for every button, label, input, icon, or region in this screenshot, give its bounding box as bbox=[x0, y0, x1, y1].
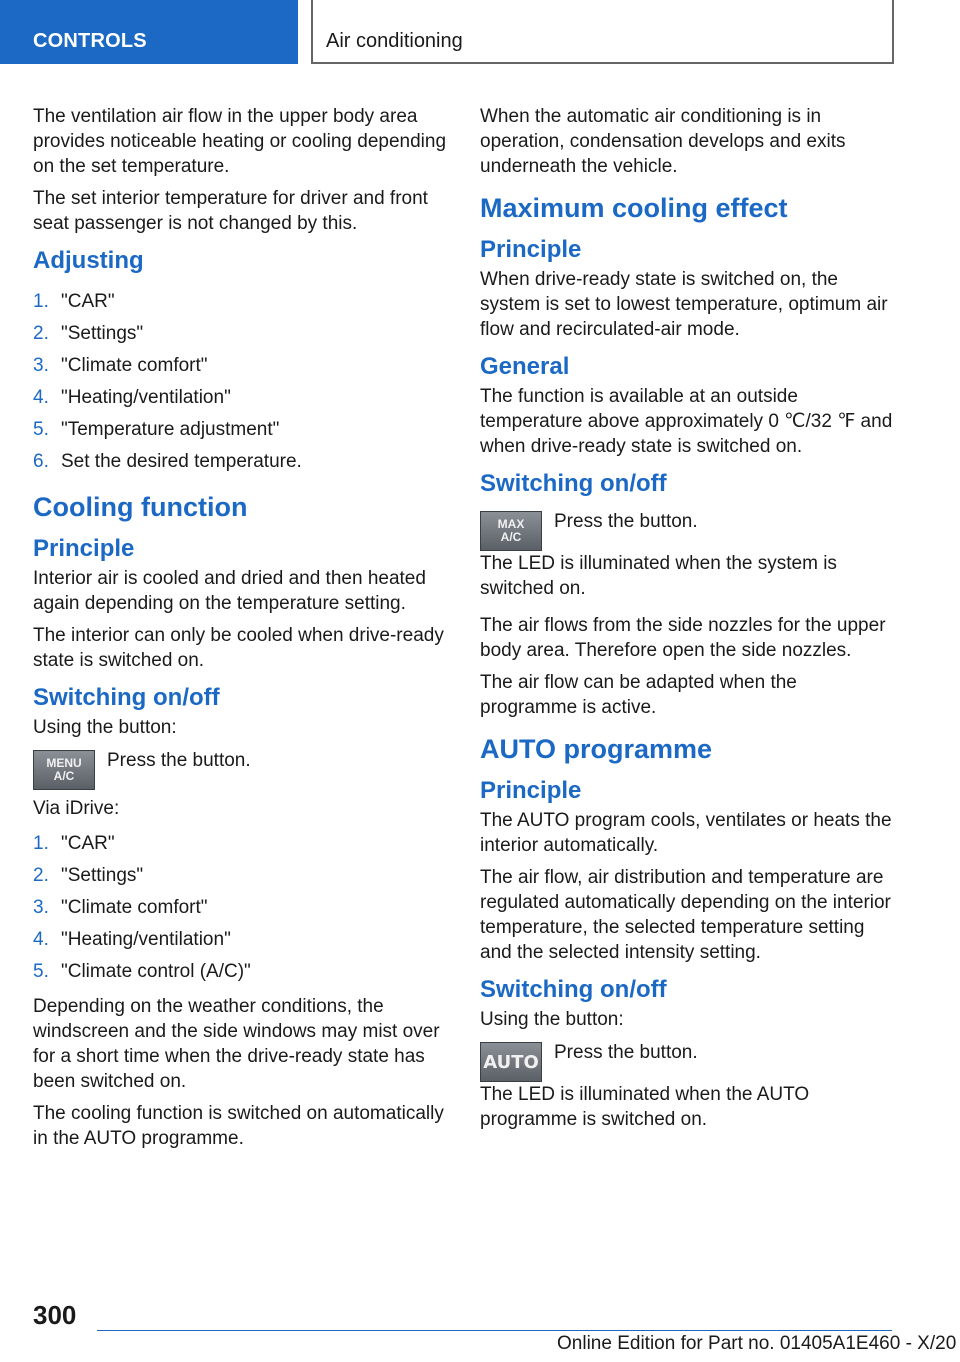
list-item: 1. "CAR" bbox=[33, 833, 115, 854]
principle-paragraph: The interior can only be cooled when drive-ready state is switched on. bbox=[33, 625, 444, 671]
list-item: 5. "Climate control (A/C)" bbox=[33, 961, 251, 982]
list-item: 4. "Heating/ventilation" bbox=[33, 929, 231, 950]
adjusting-heading: Adjusting bbox=[33, 247, 144, 274]
auto-principle-paragraph: The AUTO program cools, ventilates or heats the interior automatically. bbox=[480, 810, 892, 856]
airflow-paragraph: The air flow can be adapted when the programme is active. bbox=[480, 672, 797, 718]
condensation-paragraph: When the automatic air conditioning is in operation, condensation develops and exits underneath the vehicle. bbox=[480, 106, 846, 177]
chapter-title: Air conditioning bbox=[326, 30, 463, 52]
principle-paragraph: Interior air is cooled and dried and then heated again depending on the temperature setting. bbox=[33, 568, 426, 614]
auto-button-icon: AUTO bbox=[480, 1042, 542, 1082]
section-tab-label: CONTROLS bbox=[33, 30, 147, 52]
left-column bbox=[33, 104, 451, 1158]
using-button-text: Using the button: bbox=[480, 1009, 624, 1030]
intro-paragraph: The ventilation air flow in the upper body area provides noticeable heating or cooling depending on the set temperature. bbox=[33, 106, 447, 177]
section-tab bbox=[0, 0, 298, 64]
airflow-paragraph: The air flows from the side nozzles for the upper body area. Therefore open the side nozzles. bbox=[480, 615, 886, 661]
switching-heading: Switching on/off bbox=[480, 976, 667, 1003]
max-ac-instruction bbox=[480, 509, 898, 553]
list-item: 3. "Climate comfort" bbox=[33, 355, 208, 376]
general-paragraph: The function is available at an outside temperature above approximately 0 ℃/32 ℉ and when drive-ready state is switched on. bbox=[480, 386, 893, 457]
menu-ac-instruction bbox=[33, 748, 451, 792]
press-button-text: Press the button. bbox=[554, 1042, 698, 1063]
principle-heading: Principle bbox=[480, 777, 582, 804]
page-number: 300 bbox=[33, 1300, 77, 1330]
auto-instruction bbox=[480, 1040, 898, 1084]
using-button-text: Using the button: bbox=[33, 717, 177, 738]
principle-heading: Principle bbox=[480, 236, 582, 263]
chapter-header bbox=[311, 0, 894, 64]
weather-paragraph: Depending on the weather conditions, the windscreen and the side windows may mist over for a short time when the drive-ready state has been switched on. bbox=[33, 996, 440, 1092]
right-column bbox=[480, 104, 898, 1139]
via-idrive-text: Via iDrive: bbox=[33, 798, 120, 819]
list-item: 3. "Climate comfort" bbox=[33, 897, 208, 918]
max-ac-button-icon: MAX A/C bbox=[480, 511, 542, 551]
edition-note: Online Edition for Part no. 01405A1E460 - X/20 bbox=[557, 1333, 957, 1354]
list-item: 2. "Settings" bbox=[33, 865, 144, 886]
auto-programme-heading: AUTO programme bbox=[480, 734, 713, 764]
adjusting-steps bbox=[33, 286, 451, 478]
switching-heading: Switching on/off bbox=[480, 470, 667, 497]
list-item: 4. "Heating/ventilation" bbox=[33, 387, 231, 408]
cooling-function-heading: Cooling function bbox=[33, 492, 248, 522]
list-item: 2. "Settings" bbox=[33, 323, 144, 344]
auto-led-paragraph: The LED is illuminated when the AUTO programme is switched on. bbox=[480, 1084, 810, 1130]
press-button-text: Press the button. bbox=[554, 511, 698, 532]
list-item: 5. "Temperature adjustment" bbox=[33, 419, 280, 440]
maximum-cooling-heading: Maximum cooling effect bbox=[480, 193, 788, 223]
principle-paragraph: When drive-ready state is switched on, the system is set to lowest temperature, optimum air flow and recirculated-air mode. bbox=[480, 269, 888, 340]
press-button-text: Press the button. bbox=[107, 750, 251, 771]
idrive-steps bbox=[33, 828, 451, 988]
switching-heading: Switching on/off bbox=[33, 684, 220, 711]
list-item: 1. "CAR" bbox=[33, 291, 115, 312]
auto-principle-paragraph: The air flow, air distribution and temperature are regulated automatically depending on the interior temperature, the selected temperature setting and the selected intensity setting. bbox=[480, 867, 891, 963]
led-paragraph: The LED is illuminated when the system is switched on. bbox=[480, 553, 837, 599]
footer-divider bbox=[97, 1330, 892, 1331]
principle-heading: Principle bbox=[33, 535, 135, 562]
auto-note-paragraph: The cooling function is switched on automatically in the AUTO programme. bbox=[33, 1103, 444, 1149]
intro-paragraph: The set interior temperature for driver and front seat passenger is not changed by this. bbox=[33, 188, 428, 234]
general-heading: General bbox=[480, 353, 570, 380]
menu-ac-button-icon: MENU A/C bbox=[33, 750, 95, 790]
list-item: 6. Set the desired temperature. bbox=[33, 451, 302, 472]
